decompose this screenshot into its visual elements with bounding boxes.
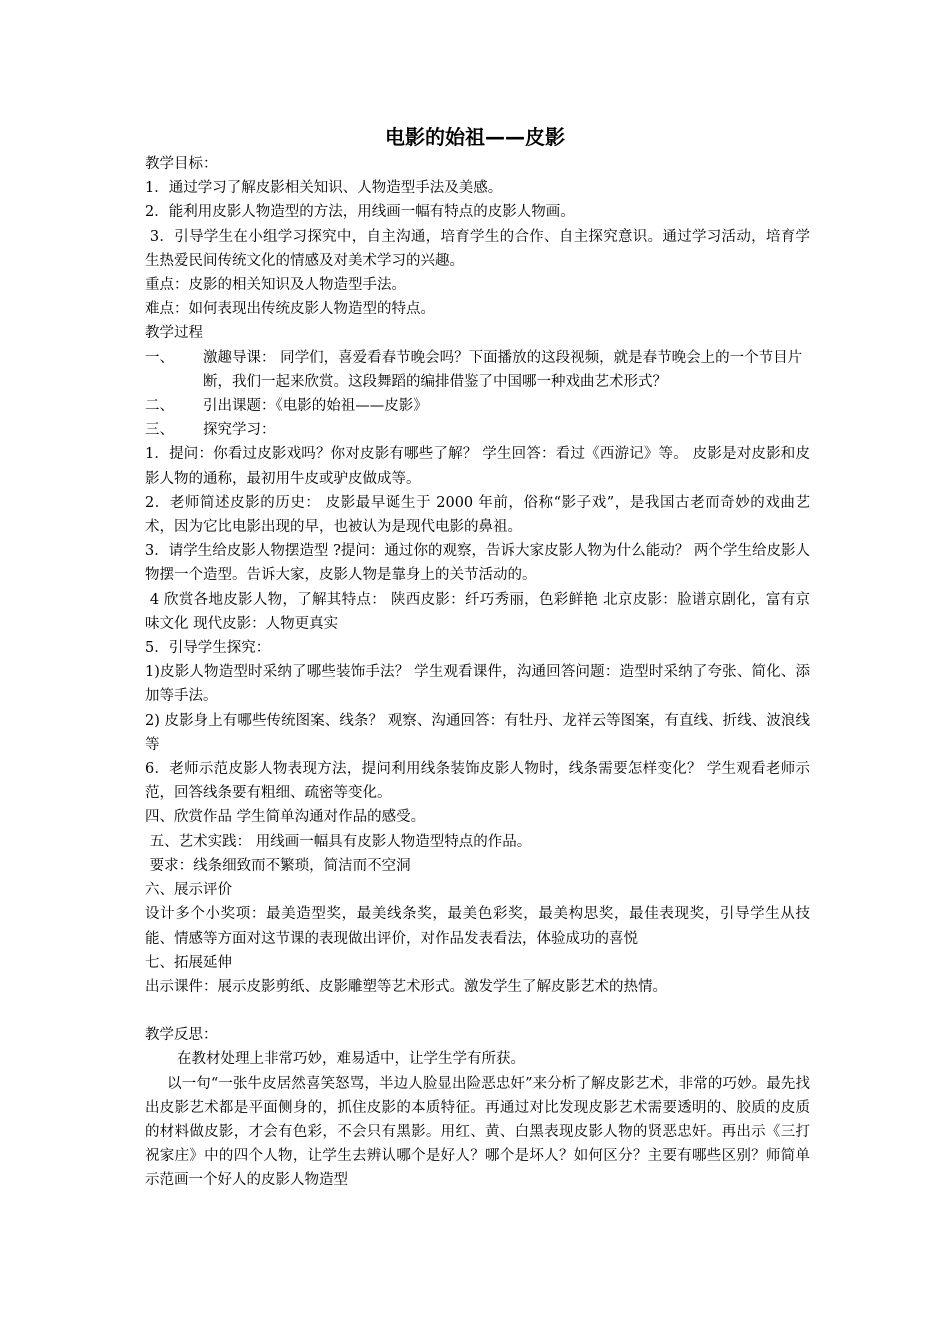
- goal-item-1: 1．通过学习了解皮影相关知识、人物造型手法及美感。: [145, 180, 503, 197]
- explore-item-5: 5．引导学生探究：: [145, 640, 271, 657]
- explore-item-6: 6．老师示范皮影人物表现方法，提问利用线条装饰皮影人物时，线条需要怎样变化？ 学生观看老师示范，回答线条要有粗细、疏密等变化。: [145, 761, 810, 802]
- explore-item-1: 1．提问：你看过皮影戏吗？你对皮影有哪些了解？ 学生回答：看过《西游记》等。 皮影是对皮影和皮影人物的通称，最初用牛皮或驴皮做成等。: [145, 446, 810, 487]
- process-step-7: 七、拓展延伸: [145, 954, 232, 971]
- process-step-1: [145, 346, 810, 394]
- goal-item-2: 2．能利用皮影人物造型的方法，用线画一幅有特点的皮影人物画。: [145, 204, 575, 221]
- goals-heading: 教学目标：: [145, 156, 218, 172]
- evaluation-text: 设计多个小奖项：最美造型奖，最美线条奖，最美色彩奖，最美构思奖，最佳表现奖，引导学生从技能、情感等方面对这节课的表现做出评价，对作品发表看法，体验成功的喜悦: [145, 906, 810, 947]
- explore-item-2: 2．老师简述皮影的历史： 皮影最早诞生于 2000 年前，俗称“影子戏”，是我国古老而奇妙的戏曲艺术，因为它比电影出现的早，也被认为是现代电影的鼻祖。: [145, 494, 810, 536]
- reflection-paragraph-1: 在教材处理上非常巧妙，难易适中，让学生学有所获。: [177, 1051, 525, 1068]
- step-text: 探究学习：: [203, 422, 276, 439]
- extension-text: 出示课件：展示皮影剪纸、皮影雕塑等艺术形式。激发学生了解皮影艺术的热情。: [145, 978, 667, 995]
- reflection-heading: 教学反思：: [145, 1027, 218, 1044]
- difficulty: 难点：如何表现出传统皮影人物造型的特点。: [145, 301, 435, 318]
- step-number: 一、: [145, 349, 174, 366]
- explore-subitem-2: 2) 皮影身上有哪些传统图案、线条？ 观察、沟通回答：有牡丹、龙祥云等图案，有直线、折线、波浪线等: [145, 712, 810, 753]
- goal-item-3: 3．引导学生在小组学习探究中，自主沟通，培育学生的合作、自主探究意识。通过学习活动，培育学生热爱民间传统文化的情感及对美术学习的兴趣。: [145, 228, 810, 269]
- process-step-4: 四、欣赏作品 学生简单沟通对作品的感受。: [145, 809, 426, 826]
- key-point: 重点：皮影的相关知识及人物造型手法。: [145, 277, 406, 294]
- process-step-2: [145, 394, 810, 418]
- explore-item-4: 4 欣赏各地皮影人物，了解其特点： 陕西皮影：纤巧秀丽，色彩鲜艳 北京皮影：脸谱京剧化，富有京味文化 现代皮影：人物更真实: [145, 591, 810, 632]
- explore-item-3: 3．请学生给皮影人物摆造型 ?提问：通过你的观察，告诉大家皮影人物为什么能动？ 两个学生给皮影人物摆一个造型。告诉大家，皮影人物是靠身上的关节活动的。: [145, 543, 810, 584]
- step-text: 激趣导课： 同学们，喜爱看春节晚会吗？下面播放的这段视频，就是春节晚会上的一个节目片断，我们一起来欣赏。这段舞蹈的编排借鉴了中国哪一种戏曲艺术形式？: [203, 349, 803, 390]
- blank-line: [145, 999, 810, 1023]
- explore-subitem-1: 1)皮影人物造型时采纳了哪些装饰手法？ 学生观看课件，沟通回答问题：造型时采纳了夸张、简化、添加等手法。: [145, 664, 810, 705]
- process-step-5: 五、艺术实践： 用线画一幅具有皮影人物造型特点的作品。: [145, 833, 532, 850]
- reflection-paragraph-2: 以一句“一张牛皮居然喜笑怒骂，半边人脸显出险恶忠奸”来分析了解皮影艺术，非常的巧妙。最先找出皮影艺术都是平面侧身的，抓住皮影的本质特征。再通过对比发现皮影艺术需要透明的、胶质的皮质的材料做皮影，才会有色彩，不会只有黑影。用红、黄、白黑表现皮影人物的贤恶忠奸。再出示《三打祝家庄》中的四个人物，让学生去辨认哪个是好人？哪个是坏人？如何区分？主要有哪些区别？师简单示范画一个好人的皮影人物造型: [145, 1075, 810, 1189]
- step-text: 引出课题：《电影的始祖——皮影》: [203, 398, 428, 415]
- process-step-3: [145, 418, 810, 442]
- step-number: 三、: [145, 422, 174, 439]
- practice-requirement: 要求：线条细致而不繁琐，简洁而不空洞: [145, 857, 411, 874]
- step-number: 二、: [145, 398, 174, 415]
- document-title: 电影的始祖——皮影: [385, 125, 565, 149]
- process-heading: 教学过程: [145, 325, 203, 342]
- process-step-6: 六、展示评价: [145, 882, 232, 899]
- document-body: [145, 152, 810, 1193]
